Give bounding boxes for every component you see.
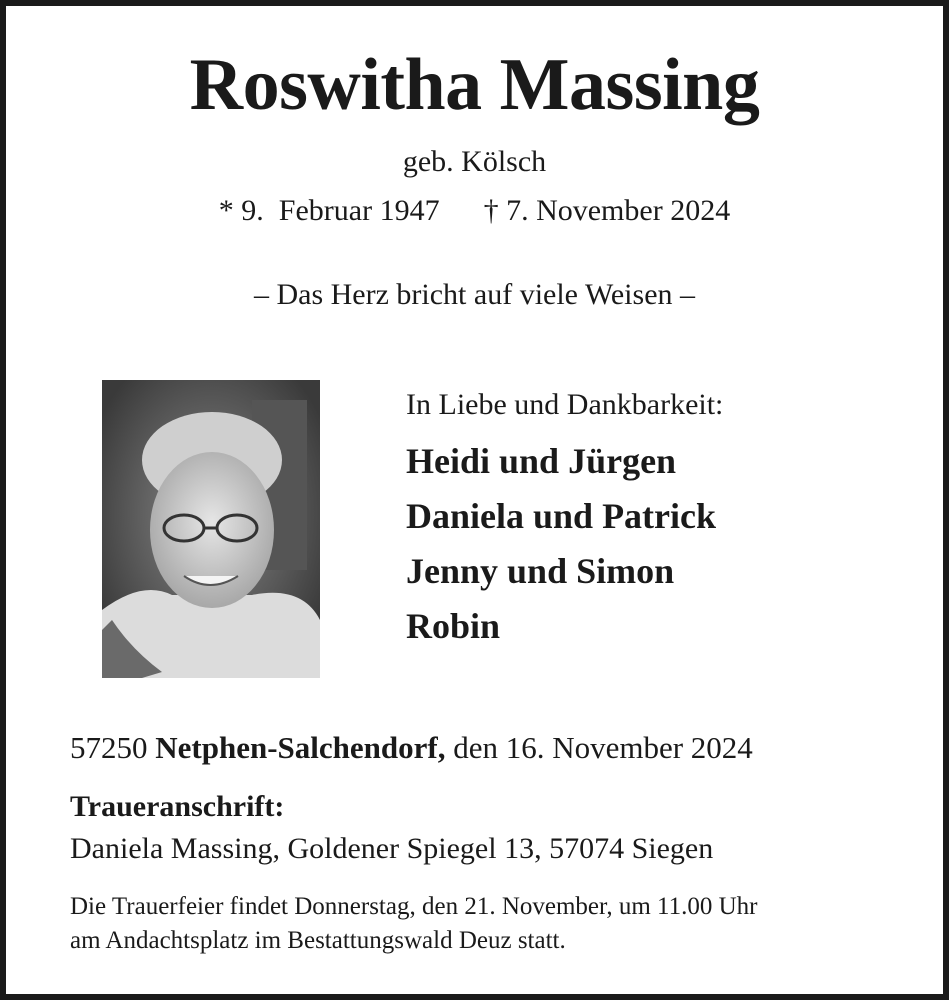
portrait-photo — [102, 380, 320, 678]
address-label: Traueranschrift: — [70, 790, 285, 823]
maiden-name: geb. Kölsch — [402, 145, 547, 178]
mourners-intro: In Liebe und Dankbarkeit: — [406, 388, 724, 421]
town-name: Netphen-Salchendorf, — [155, 730, 446, 765]
birth-date: * 9. Februar 1947 — [218, 194, 440, 227]
service-line: Die Trauerfeier findet Donnerstag, den 21. November, um 11.00 Uhr — [70, 893, 758, 920]
mourner-family: Robin — [406, 606, 501, 646]
zip-code: 57250 — [70, 730, 148, 765]
service-line: am Andachtsplatz im Bestattungswald Deuz statt. — [70, 927, 566, 954]
service-info — [70, 890, 910, 958]
life-dates — [6, 194, 943, 228]
mourner-family: Daniela und Patrick — [406, 496, 717, 536]
deceased-name: Roswitha Massing — [189, 44, 760, 126]
portrait-image — [102, 380, 320, 678]
place-and-date — [70, 730, 753, 766]
mourning-address: Daniela Massing, Goldener Spiegel 13, 57074 Siegen — [70, 832, 714, 865]
notice-date: den 16. November 2024 — [453, 730, 753, 765]
mourners-block — [406, 388, 723, 654]
mourner-family: Jenny und Simon — [406, 551, 675, 591]
mourner-family: Heidi und Jürgen — [406, 441, 677, 481]
motto: – Das Herz bricht auf viele Weisen – — [253, 278, 696, 311]
death-date: † 7. November 2024 — [483, 194, 731, 227]
